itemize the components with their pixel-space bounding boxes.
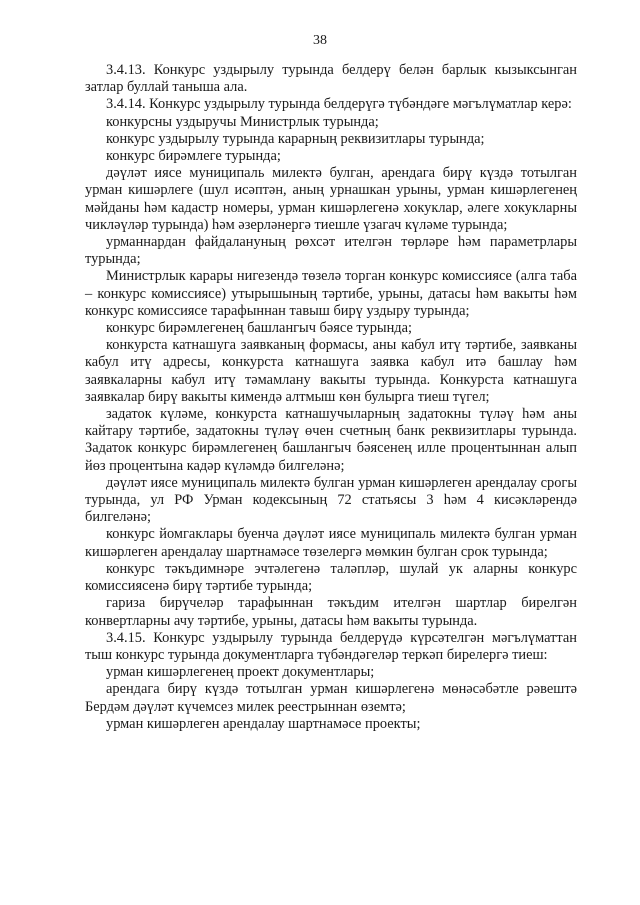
- list-item-forest-plot: дәүләт иясе муниципаль милектә булган, арендага бирү күздә тотылган урман кишәрлеге (шул исәптән, аның урнашкан урыны, урман кишәрлегенең мәйданы һәм кадастр номеры, урман кишәрлегенә хокуклар, әлеге хокукларны чикләүләр турында) һәм әзерләнергә тиешле үзагач күләме турында;: [85, 165, 577, 233]
- paragraph-3-4-14: 3.4.14. Конкурс уздырылу турында белдерүгә түбәндәге мәгълүматлар керә:: [106, 96, 572, 113]
- list-item-forest-use-types: урманнардан файдалануның рөхсәт ителгән төрләре һәм параметрлары турында;: [85, 234, 577, 268]
- list-item-ministry: конкурсны уздыручы Министрлык турында;: [106, 113, 379, 130]
- list-item-envelope-opening: гариза бирүчеләр тарафыннан тәкъдим ителгән шартлар бирелгән конвертларны ачу тәртибе, урыны, датасы һәм вакыты турында.: [85, 595, 577, 629]
- list-item-registry-extract: арендага бирү күздә тотылган урман кишәрлегенә мөнәсәбәтле рәвештә Бердәм дәүләт күчемсез милек реестрыннан өземтә;: [85, 681, 577, 715]
- paragraph-3-4-15: 3.4.15. Конкурс уздырылу турында белдерүдә күрсәтелгән мәгълүматтан тыш конкурс турында документларга түбәндәгеләр теркәп бирелергә тиеш:: [85, 629, 577, 663]
- list-item-project-documents: урман кишәрлегенең проект документлары;: [106, 664, 375, 681]
- list-item-contract-deadline: конкурс йомгаклары буенча дәүләт иясе муниципаль милектә булган урман кишәрлеген арендалау шартнамәсе төзелергә мөмкин булган срок турында;: [85, 526, 577, 560]
- page-number: 38: [313, 33, 327, 48]
- list-item-starting-price: конкурс бирәмлегенең башлангыч бәясе турында;: [106, 320, 412, 337]
- list-item-lease-contract-draft: урман кишәрлеген арендалау шартнамәсе проекты;: [106, 715, 421, 732]
- list-item-decision-requisites: конкурс уздырылу турында карарның реквизитлары турында;: [106, 130, 485, 147]
- list-item-lease-term: дәүләт иясе муниципаль милектә булган урман кишәрлеген арендалау срогы турында, ул РФ Урман кодексының 72 статьясы 3 һәм 4 кисәкләрендә билгеләнә;: [85, 474, 577, 526]
- list-item-deposit: задаток күләме, конкурста катнашучыларның задатокны түләү һәм аны кайтару тәртибе, задатокны түләү өчен счетның банк реквизитлары турында. Задаток конкурс бирәмлегенең башлангыч бәясенең илле процентыннан алып йөз процентына кадәр күләмдә билгеләнә;: [85, 406, 577, 474]
- document-body: [85, 62, 577, 733]
- list-item-lot: конкурс бирәмлеге турында;: [106, 148, 281, 165]
- list-item-commission-meeting: Министрлык карары нигезендә төзелә торган конкурс комиссиясе (алга таба – конкурс комиссиясе) утырышының тәртибе, урыны, датасы һәм вакыты һәм конкурс комиссиясе тарафыннан тавыш бирү уздыру турында;: [85, 268, 577, 319]
- paragraph-3-4-13: 3.4.13. Конкурс уздырылу турында белдерү белән барлык кызыксынган затлар буллай таныша ала.: [85, 62, 577, 96]
- list-item-application-form: конкурста катнашуга заявканың формасы, аны кабул итү тәртибе, заявканы кабул итү адресы, конкурста катнашуга заявка кабул итә башлау һәм заявкаларны кабул итү тәмамлану вакыты турында. Конкурста катнашуга заявкалар бирү вакыты кимендә алтмыш көн булырга тиеш түгел;: [85, 337, 577, 405]
- list-item-proposal-requirements: конкурс тәкъдимнәре эчтәлегенә таләпләр, шулай ук аларны конкурс комиссиясенә бирү тәртибе турында;: [85, 560, 577, 595]
